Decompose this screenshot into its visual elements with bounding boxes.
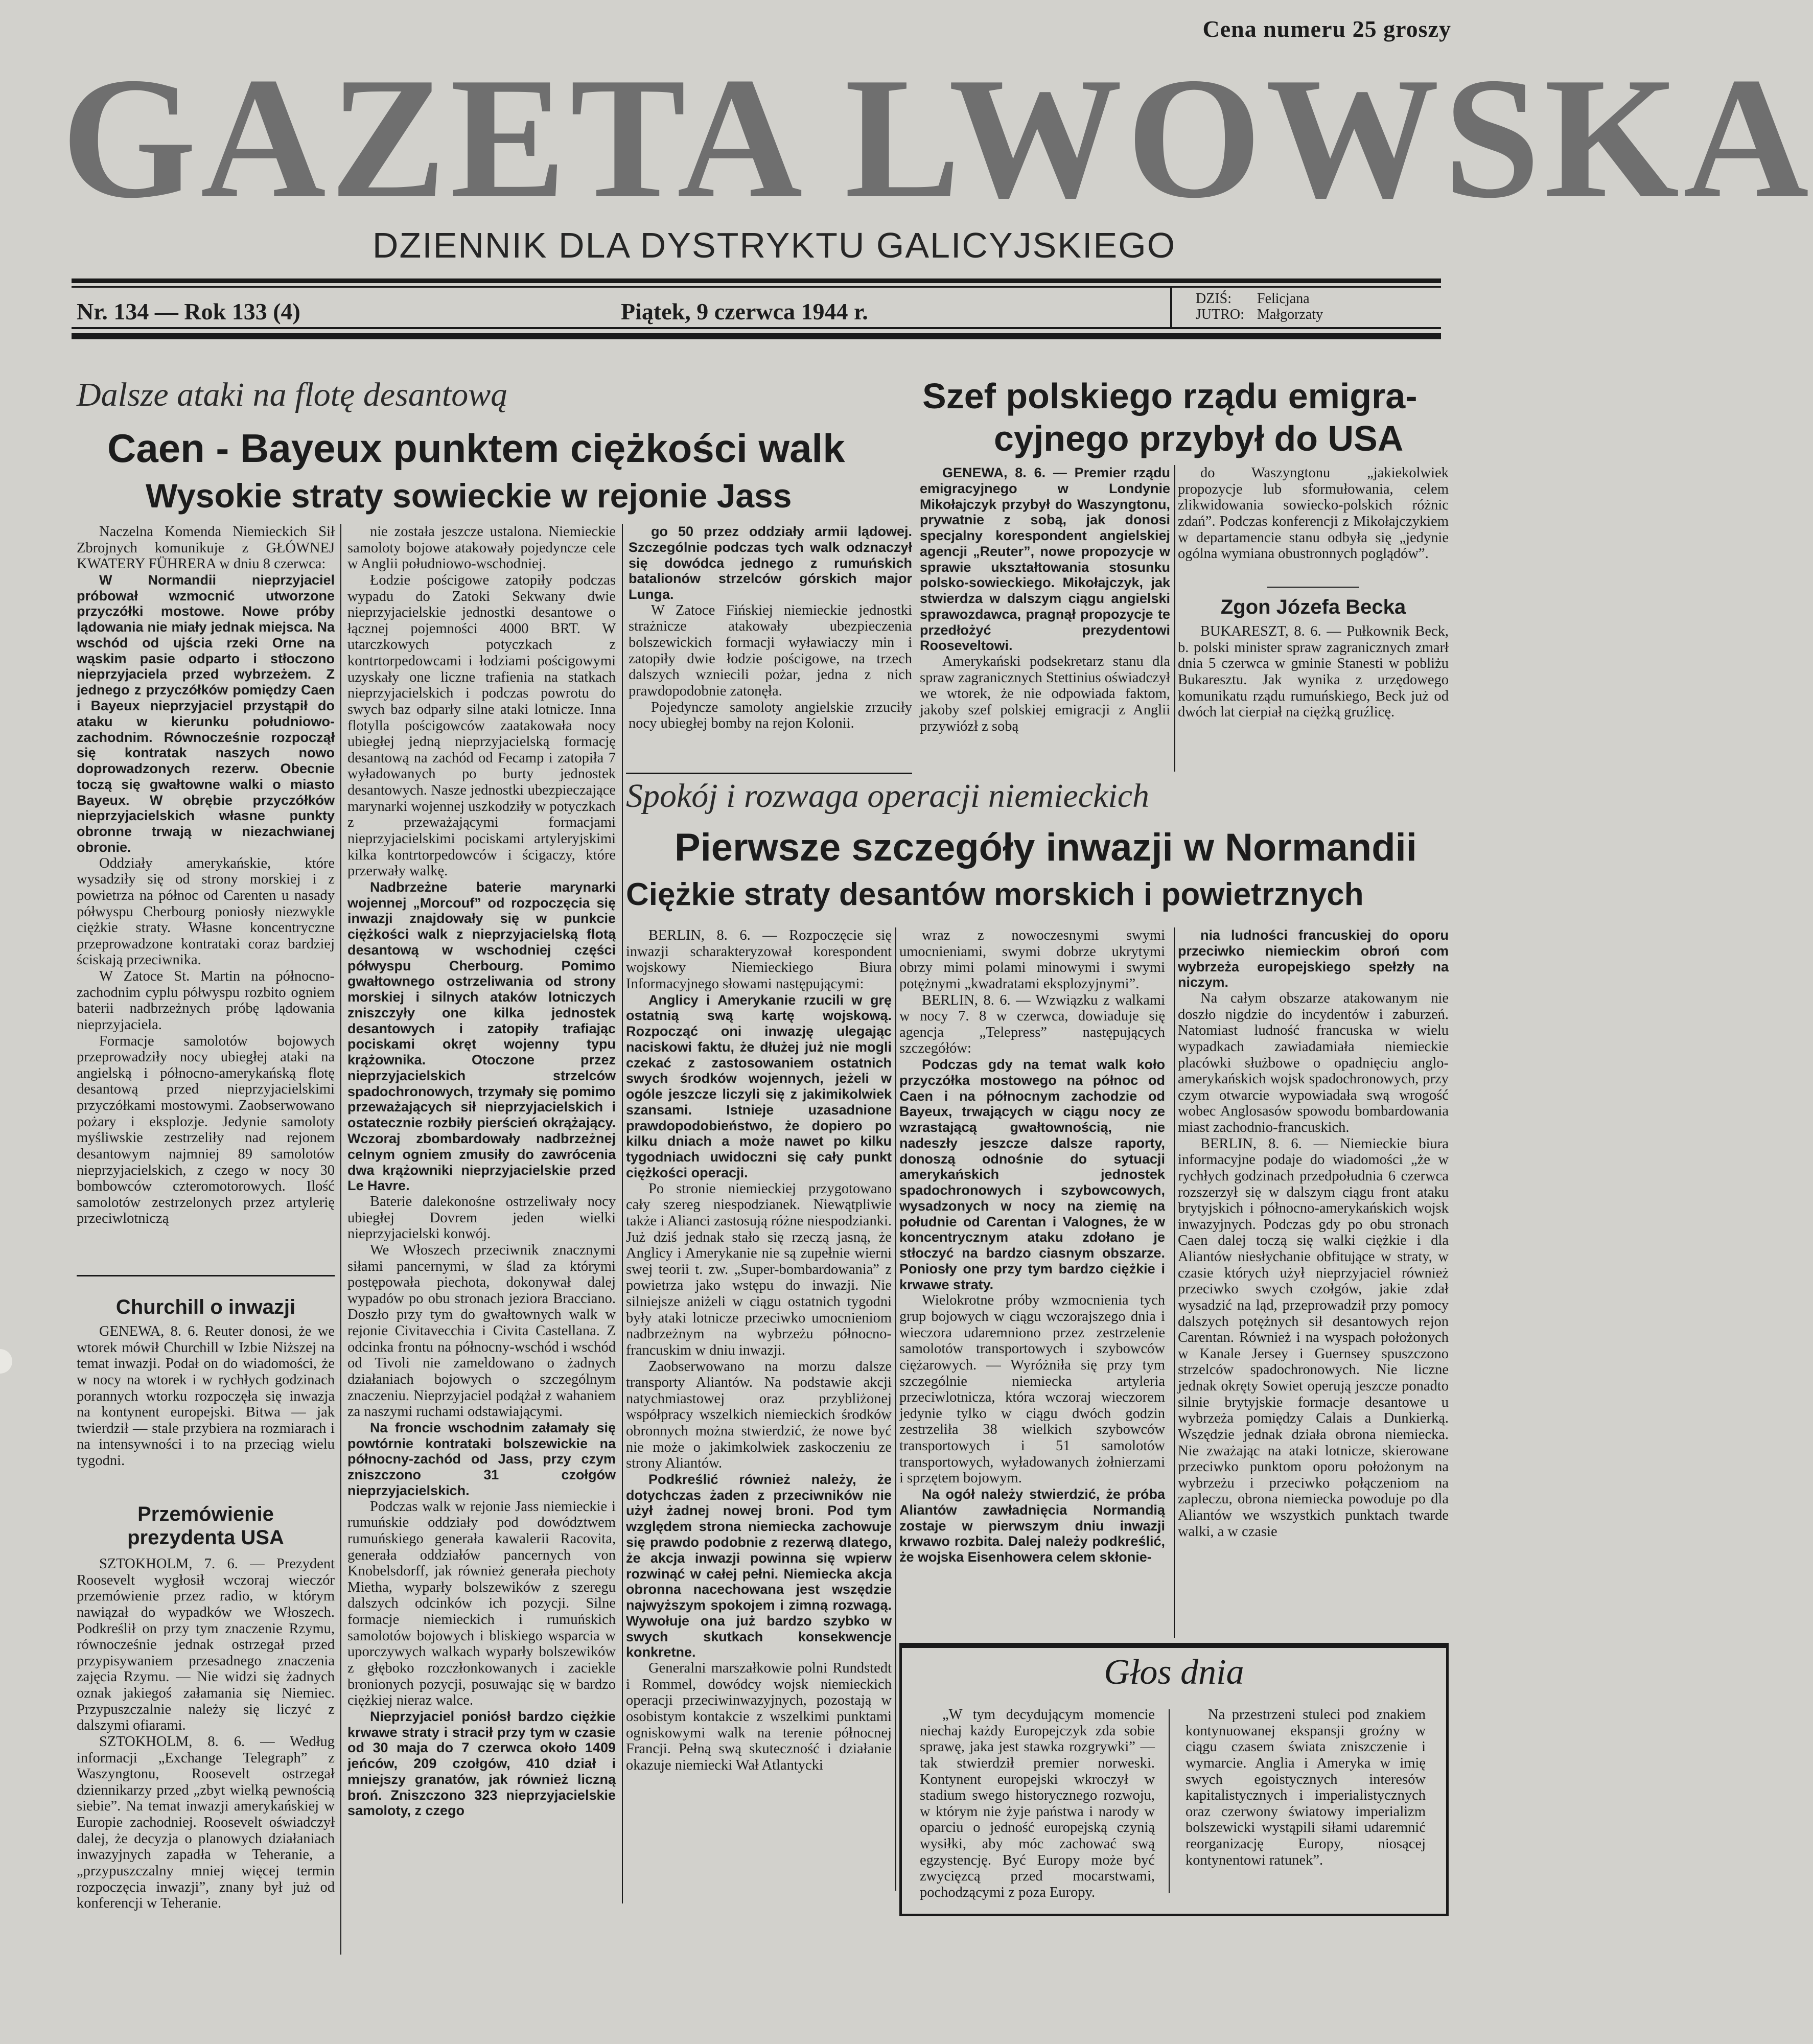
invasion-subheadline: Ciężkie straty desantów morskich i powietrznych <box>626 877 1364 912</box>
lead-column-2 <box>347 524 616 1891</box>
issue-number: Nr. 134 — Rok 133 (4) <box>77 298 300 324</box>
speech-p1: SZTOKHOLM, 7. 6. — Prezydent Roosevelt wygłosił wczoraj wieczór przemówienie przez radio, w którym nawiązał do wypadków we Włoszech. Podkreślił on przy tym znaczenie Rzymu, równocześnie jednak ostrzegał przed przypisywaniem przesadnego znaczenia zajęcia Rzymu. — Nie widzi się żadnych oznak jakiegoś załamania się Niemiec. Przypuszczalnie należy się liczyć z dalszymi ofiarami. <box>77 1556 335 1734</box>
invasion-column-rule-1 <box>895 927 896 1891</box>
lead-c3-p2: W Zatoce Fińskiej niemieckie jednostki strażnicze atakowały ubezpieczenia bolszewickich formacji wyławiaczy min i zatopiły dwie łodzie pościgowe, na trzech dalszych wzniecili pożar, jedna z nich prawdopodobnie zatonęła. <box>629 602 912 699</box>
lead-c2-p5: We Włoszech przeciwnik znacznymi siłami pancernymi, w ślad za którymi postępowała piechota, dokonywał dalej wypadów po obu stronach jeziora Bracciano. Doszło przy tym do gwałtownych walk w rejonie Civitavecchia i Civita Castellana. Z odcinka frontu na północny-wschód i wschód od Tivoli nie zameldowano o żadnych działaniach bojowych o szczególnym znaczeniu. Nieprzyjaciel podążał z wahaniem za naszymi ruchami odstawiającymi. <box>347 1242 616 1420</box>
lead-c2-p8: Nieprzyjaciel poniósł bardzo ciężkie krwawe straty i stracił przy tym w czasie od 30 maja do 7 czerwca około 1409 jeńców, 209 czołgów, 410 dział i mniejszy granatów, jak również liczną broń. Zniszczono 323 nieprzyjacielskie samoloty, z czego <box>347 1708 616 1819</box>
invasion-c1-p2: Anglicy i Amerykanie rzucili w grę ostatnią swą kartę wojskową. Rozpocząć oni inwazję ulegając naciskowi faktu, że dłużej już nie mogli czekać z zastosowaniem ostatnich swych środków wojennych, jeżeli w ogóle jeszcze liczyli się z jakimikolwiek szansami. Istnieje uzasadnione prawdopodobieństwo, że dopiero po kilku dniach a może nawet po kilku tygodniach uwidoczni się cały punkt ciężkości operacji. <box>626 992 892 1180</box>
lead-bottom-rule <box>626 773 912 774</box>
churchill-text: GENEWA, 8. 6. Reuter donosi, że we wtorek mówił Churchill w Izbie Niższej na temat inwazji. Podał on do wiadomości, że w nocy na wtorek i w rychłych godzinach porannych wtorku rozpoczęła się inwazja na kontynent europejski. Bitwa — jak twierdził — stale przybiera na rozmiarach i na intensywności i to na przeciąg wielu tygodni. <box>77 1323 335 1469</box>
lead-c2-p3: Nadbrzeżne baterie marynarki wojennej „Morcouf” od rozpoczęcia się inwazji znajdowały się w punkcie ciężkości walk z nieprzyjacielską flotą desantową w wschodniej części półwyspu Cherbourg. Pomimo gwałtownego ostrzeliwania od strony morskiej i silnych ataków lotniczych zniszczyły one kilka jednostek desantowych i zatopiły trafiając pociskami okręt wojenny typu krążownika. Otoczone przez nieprzyjacielskich strzelców spadochronowych, trzymały się pomimo przeważających sił nieprzyjacielskich i ostatecznie rozbiły pierścień okrążający. Wczoraj zbombardowały nadbrzeżnej celnym ogniem zmusiły do zawrócenia dwa krążowniki nieprzyjacielskie przed Le Havre. <box>347 879 616 1194</box>
invasion-column-rule-2 <box>1174 927 1175 1638</box>
binding-hole <box>0 1349 12 1374</box>
lead-c2-p1: nie została jeszcze ustalona. Niemieckie samoloty bojowe atakowały pojedyncze cele w Anglii południowo-wschodniej. <box>347 524 616 572</box>
newspaper-subtitle: DZIENNIK DLA DYSTRYKTU GALICYJSKIEGO <box>372 225 1176 265</box>
lead-c1-p4: W Zatoce St. Martin na północno-zachodnim cyplu półwyspu rozbito ogniem baterii nadbrzeżnych próbę lądowania nieprzyjaciela. <box>77 968 335 1033</box>
invasion-kicker: Spokój i rozwaga operacji niemieckich <box>626 777 1149 815</box>
lead-column-1 <box>77 524 335 1260</box>
header-rule-thin <box>72 286 1441 288</box>
glos-column-rule <box>1169 1709 1170 1893</box>
lead-c3-p3: Pojedyncze samoloty angielskie zrzuciły nocy ubiegłej bomby na rejon Kolonii. <box>629 699 912 732</box>
chief-headline-line2: cyjnego przybył do USA <box>994 419 1404 458</box>
lead-c1-p3: Oddziały amerykańskie, które wysadziły się od strony morskiej i z powietrza na północ od Carenten u nasady półwyspu Cherbourg poniosły niezwykle ciężkie straty. Własne koncentryczne przeprowadzone kontrataki coraz bardziej ściskają przeciwnika. <box>77 855 335 968</box>
tomorrow-label: JUTRO: <box>1196 306 1244 322</box>
chief-headline-line1: Szef polskiego rządu emigra- <box>922 376 1417 416</box>
chief-c1-p1: GENEWA, 8. 6. — Premier rządu emigracyjnego w Londynie Mikołajczyk przybył do Waszyngtonu, prywatnie z sobą, jak donosi specjalny korespondent angielskiej agencji „Reuter”, nowe propozycje w sprawie ukształtowania stosunku polsko-sowieckiego. Mikołajczyk, jak stwierdza w dalszym ciągu angielski sprawozdawca, pragnął propozycje te przedłożyć prezydentowi Rooseveltowi. <box>920 465 1170 654</box>
header-rule-bottom <box>72 327 1441 329</box>
header-rule-top <box>72 278 1441 283</box>
invasion-headline: Pierwsze szczegóły inwazji w Normandii <box>675 826 1417 869</box>
invasion-c1-p6: Generalni marszałkowie polni Rundstedt i Rommel, dowódcy wojsk niemieckich operacji przeciwinwazyjnych, pozostają w osobistym kontakcie z wszelkimi punktami ogniskowymi walk na terenie północnej Francji. Pełną swą skuteczność i działanie okazuje niemiecki Wał Atlantycki <box>626 1660 892 1773</box>
glos-column-1 <box>920 1707 1155 1906</box>
glos-c2-p1: Na przestrzeni stuleci pod znakiem kontynuowanej ekspansji groźny w ciągu czasem świata zniszczenie i wymarcie. Anglia i Ameryka w imię swych egoistycznych interesów kapitalistycznych i imperialistycznych oraz czerwony światowy imperializm bolszewicki wystąpili siłami udaremnić reorganizację Europy, niosącej kontynentowi ratunek”. <box>1186 1707 1426 1868</box>
today-name: Felicjana <box>1257 291 1310 307</box>
glos-c1-p1: „W tym decydującym momencie niechaj każdy Europejczyk zda sobie sprawę, jaka jest stawka rozgrywki” — tak stwierdził premier norweski. Kontynent europejski wkroczył w stadium swego historycznego rozwoju, w którym nie żyje państwa i narody w oparciu o jedność europejską czynią wysiłki, aby móc zachować swą egzystencję. Być Europy może być zwycięzcą przed mocarstwami, pochodzącymi z poza Europy. <box>920 1707 1155 1900</box>
invasion-c1-p3: Po stronie niemieckiej przygotowano cały szereg niespodzianek. Niewątpliwie także i Alianci zastosują różne niespodzianki. Już dziś jednak stało się rzeczą jasną, że Anglicy i Amerykanie nie są zupełnie wierni swej teorii t. zw. „Super-bombardowania” z powietrza jako wstępu do inwazji. Nie silniejsze aniżeli w ciągu ostatnich tygodni były ataki lotnicze przeciwko umocnieniom nadbrzeżnym na wybrzeżu północno-francuskim w dniu inwazji. <box>626 1180 892 1358</box>
lead-c1-p5: Formacje samolotów bojowych przeprowadziły nocy ubiegłej ataki na angielską i północno-amerykańską flotę desantową przed nieprzyjacielskimi przyczółkami mostowymi. Zaobserwowano pożary i eksplozje. Jedynie samoloty myśliwskie zestrzeliły nad rejonem desantowym najmniej 89 samolotów nieprzyjacielskich, z czego w nocy 30 bombowców czteromotorowych. Ilość samolotów zestrzelonych przez artylerię przeciwlotniczą <box>77 1033 335 1227</box>
tomorrow-name: Małgorzaty <box>1257 306 1323 322</box>
churchill-column <box>77 1323 335 1492</box>
invasion-c3-p1: nia ludności francuskiej do oporu przeciwko niemieckim obroń com wybrzeża europejskiego spełzły na niczym. <box>1178 927 1449 990</box>
header-divider <box>1170 286 1172 327</box>
invasion-column-2 <box>899 927 1165 1620</box>
speech-title-line1: Przemówienie <box>137 1503 274 1525</box>
chief-c1-p2: Amerykański podsekretarz stanu dla spraw zagranicznych Stettinius oświadczył we wtorek, że nie odpowiada faktom, jakoby szef polskiej emigracji z Anglii przywiózł z sobą <box>920 654 1170 734</box>
glos-column-2 <box>1186 1707 1426 1906</box>
lead-c1-p2: W Normandii nieprzyjaciel próbował wzmocnić utworzone przyczółki mostowe. Nowe próby lądowania nie miały jednak miejsca. Na wschód od ujścia rzeki Orne na wąskim pasie odparto i stłoczono nieprzyjaciela przed wybrzeżem. Z jednego z przyczółków pomiędzy Caen i Bayeux nieprzyjaciel przystąpił do ataku w kierunku południowo-zachodnim. Równocześnie rozpoczął się kontratak naszych nowo doprowadzonych rezerw. Obecnie toczą się gwałtowne walki o miasto Bayeux. W obrębie przyczółków nieprzyjacielskich własne punkty obronne trwają w niezachwianej obronie. <box>77 572 335 855</box>
invasion-column-3 <box>1178 927 1449 1638</box>
invasion-c2-p2: BERLIN, 8. 6. — Wzwiązku z walkami w nocy 7. 8 w czerwca, dowiaduje się agencja „Telepress” następujących szczegółów: <box>899 992 1165 1057</box>
lead-c2-p6: Na froncie wschodnim załamały się powtórnie kontrataki bolszewickie na północny-zachód od Jass, przy czym zniszczono 31 czołgów nieprzyjacielskich. <box>347 1420 616 1498</box>
lead-column-3 <box>629 524 912 769</box>
beck-column <box>1178 623 1449 774</box>
invasion-c2-p1: wraz z nowoczesnymi swymi umocnieniami, swymi dobrze ukrytymi obrzy mimi polami minowymi i swymi potężnymi „kwadratami eksplozyjnymi”. <box>899 927 1165 992</box>
lead-c3-p1: go 50 przez oddziały armii lądowej. Szczególnie podczas tych walk odznaczył się dowódca jednego z rumuńskich batalionów strzelców górskich major Lunga. <box>629 524 912 602</box>
chief-column-1 <box>920 465 1170 777</box>
price-label: Cena numeru 25 groszy <box>1202 16 1451 42</box>
name-days <box>1196 291 1323 323</box>
lead-c1-p1: Naczelna Komenda Niemieckich Sił Zbrojnych komunikuje z GŁÓWNEJ KWATERY FÜHRERA w dniu 8 czerwca: <box>77 524 335 572</box>
invasion-c2-p5: Na ogół należy stwierdzić, że próba Aliantów zawładnięcia Normandią zostaje w pierwszym dniu inwazji krwawo rozbita. Dalej należy podkreślić, że wojska Eisenhowera celem skłonie- <box>899 1486 1165 1565</box>
lead-subheadline: Wysokie straty sowieckie w rejonie Jass <box>146 477 792 515</box>
beck-title: Zgon Józefa Becka <box>1220 596 1406 618</box>
invasion-c1-p1: BERLIN, 8. 6. — Rozpoczęcie się inwazji scharakteryzował korespondent wojskowy Niemieckiego Biura Informacyjnego słowami następującymi: <box>626 927 892 992</box>
chief-c2-p1: do Waszyngtonu „jakiekolwiek propozycje lub sformułowania, celem zlikwidowania sowiecko-polskich różnic zdań”. Podczas konferencji z Mikołajczykiem w departamencie stanu odbyła się „jedynie ogólna wymiana obustronnych poglądów”. <box>1178 465 1449 562</box>
chief-separator <box>1267 587 1359 588</box>
lead-c2-p4: Baterie dalekonośne ostrzeliwały nocy ubiegłej Dovrem jeden wielki nieprzyjacielski konwój. <box>347 1194 616 1242</box>
lead-c2-p7: Podczas walk w rejonie Jass niemieckie i rumuńskie oddziały pod dowództwem rumuńskiego generała kawalerii Racovita, generała oddziałów pancernych von Knobelsdorff, jak również generała piechoty Mietha, wyparły bolszewików z szeregu dalszych odcinków ich pozycji. Silne formacje niemieckich i rumuńskich samolotów bojowych i bliskiego wsparcia w uporczywych walkach wyparły bolszewików z głęboko rozczłonkowanych i zaciekle bronionych pozycji, posuwając się w bardzo ciężkiej nieraz walce. <box>347 1498 616 1709</box>
lead-c2-p2: Łodzie pościgowe zatopiły podczas wypadu do Zatoki Sekwany dwie nieprzyjacielskie jednostki desantowe o łącznej pojemności 4000 BRT. W utarczkowych potyczkach z kontrtorpedowcami i łodziami pościgowymi uzyskały one liczne trafienia na statkach nieprzyjacielskich i podczas powrotu do swych baz odparły silne ataki lotnicze. Inna flotylla pościgowców zaatakowała nocy ubiegłej jedną nieprzyjacielską formację desantową na zachód od Fecamp i zatopiła 7 wyładowanych po burty jednostek desantowych. Nasze jednostki ubezpieczające marynarki wojennej uszkodziły w potyczkach z przeważającymi formacjami nieprzyjacielskimi pociskami artyleryjskimi kilka kontrtorpedowców i ścigaczy, które przerwały walkę. <box>347 572 616 879</box>
beck-text: BUKARESZT, 8. 6. — Pułkownik Beck, b. polski minister spraw zagranicznych zmarł dnia 5 czerwca w gminie Stanesti w pobliżu Bukaresztu. Jak wynika z urzędowego komunikatu rządu rumuńskiego, Beck już od dwóch lat cierpiał na ciężką gruźlicę. <box>1178 623 1449 721</box>
speech-p2: SZTOKHOLM, 8. 6. — Według informacji „Exchange Telegraph” z Waszyngtonu, Roosevelt ostrzegał dziennikarzy przed „zbyt wielką pewnością siebie”. Na temat inwazji amerykańskiej w Europie zachodniej. Roosevelt oświadczył dalej, że decyzja o planowych działaniach inwazyjnych zapadła w Teheranie, a „przypuszczalny mniej więcej termin rozpoczęcia inwazji”, znany był już od konferencji w Teheranie. <box>77 1733 335 1912</box>
invasion-c1-p5: Podkreślić również należy, że dotychczas żaden z przeciwników nie użył żadnej nowej broni. Pod tym względem strona niemiecka zachowuje się prawdo podobnie z rezerwą dlatego, że akcja inwazji powinna się wpierw rozwinąć w całej pełni. Niemiecka akcja obronna nacechowana jest wszędzie najwyższym spokojem i zimną rozwagą. Wywołuje ona już bardzo szybko w swych skutkach konsekwencje konkretne. <box>626 1471 892 1660</box>
invasion-column-1 <box>626 927 892 1891</box>
newspaper-title: GAZETA LWOWSKA <box>61 41 1813 234</box>
glos-dnia-title: Głos dnia <box>1104 1653 1244 1692</box>
glos-dnia-box <box>899 1643 1449 1916</box>
lead-kicker: Dalsze ataki na flotę desantową <box>77 376 508 413</box>
issue-date: Piątek, 9 czerwca 1944 r. <box>621 298 868 324</box>
invasion-c3-p3: BERLIN, 8. 6. — Niemieckie biura informacyjne podaje do wiadomości „że w rychłych godzinach przedpołudnia 6 czerwca rozszerzył się w dalszym ciągu front ataku brytyjskich i północno-amerykańskich wojsk inwazyjnych. Podczas gdy po obu stronach Caen dalej toczą się walki ciężkie i dla Aliantów niesłychanie obfitujące w straty, w czasie których użył nieprzyjaciel również przeciwko swych czołgów, jakie zdał wysadzić na ląd, przeprowadził przy pomocy dalszych potężnych sił desantowych rejon Carentan. Również i na wyspach położonych w Kanale Jersey i Guernsey spuszczono strzelców spadochronowych. Nie liczne jednak okręty Sowiet operują jeszcze ponadto silnie brytyjskie formacje desantowe u wybrzeża pomiędzy Calais a Dunkierką. Wszędzie jednak działa obrona niemiecka. Nie zważając na ataki lotnicze, skierowane przeciwko punktom oporu położonym na wybrzeżu i przeciwko połączeniom na zapleczu, obrona niemiecka powoduje po dla Aliantów we wszystkich punktach twarde walki, a w czasie <box>1178 1135 1449 1540</box>
invasion-c2-p4: Wielokrotne próby wzmocnienia tych grup bojowych w ciągu wczorajszego dnia i wieczora udaremniono przez zestrzelenie samolotów transportowych i szybowców ciężarowych. — Wyróżniła się przy tym szczególnie niemiecka artyleria przeciwlotnicza, która wczoraj wieczorem jedynie tylko w ciągu dwóch godzin zestrzeliła 38 wielkich szybowców transportowych i 51 samolotów transportowych, wyładowanych żołnierzami i sprzętem bojowym. <box>899 1292 1165 1486</box>
invasion-c2-p3: Podczas gdy na temat walk koło przyczółka mostowego na północ od Caen i na północnym zachodzie od Bayeux, trwających w ciągu nocy ze wzrastającą gwałtownością, nie nadeszły jeszcze dalsze raporty, donoszą odnośnie do sytuacji amerykańskich jednostek spadochronowych i szybowcowych, wysadzonych w nocy na ziemię na południe od Carentan i Valognes, że w koncentrycznym ataku zdołano je stłoczyć na bardzo ciasnym obszarze. Poniosły one przy tym bardzo ciężkie i krwawe straty. <box>899 1057 1165 1292</box>
churchill-title: Churchill o inwazji <box>115 1296 296 1318</box>
invasion-c3-p2: Na całym obszarze atakowanym nie doszło nigdzie do incydentów i zaburzeń. Natomiast ludność francuska w wielu wypadkach zawiadamiała niemieckie placówki służbowe o opadnięciu anglo-amerykańskich wojsk spadochronowych, przy czym otwarcie wypowiadała swą wrogość wobec Anglosasów spowodu bombardowania miast zachodnio-francuskich. <box>1178 990 1449 1136</box>
header-rule-bottom-thick <box>72 333 1441 339</box>
lead-headline: Caen - Bayeux punktem ciężkości walk <box>107 426 845 471</box>
speech-column <box>77 1556 335 1955</box>
speech-title <box>77 1502 335 1549</box>
speech-title-line2: prezydenta USA <box>127 1526 284 1549</box>
chief-column-rule <box>1174 465 1175 772</box>
chief-column-2 <box>1178 465 1449 580</box>
churchill-rule <box>77 1275 335 1276</box>
today-label: DZIŚ: <box>1196 291 1231 307</box>
invasion-c1-p4: Zaobserwowano na morzu dalsze transporty Aliantów. Na podstawie akcji natychmiastowej oraz przybliżonej współpracy wszelkich niemieckich środków obronnych można stwierdzić, że nowe być nie może o jakimkolwiek zaskoczeniu ze strony Aliantów. <box>626 1358 892 1472</box>
column-rule-2 <box>622 524 623 1903</box>
column-rule-1 <box>340 524 341 1955</box>
